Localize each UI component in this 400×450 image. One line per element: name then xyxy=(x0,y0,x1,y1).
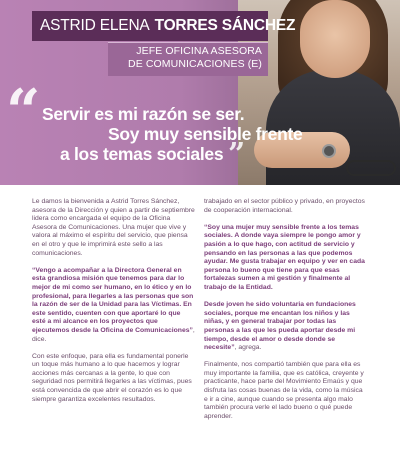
header-banner xyxy=(0,0,400,185)
quote-paragraph-1 xyxy=(32,267,195,344)
watch-icon xyxy=(322,144,336,158)
portrait-face xyxy=(300,0,370,78)
quote-paragraph-2: “Soy una mujer muy sensible frente a los temas sociales. A donde vaya siempre le pongo amor y pasión a lo que hago, con actitud de servicio y pensando en las personas a las que podemos ayudar. Me gusta trabajar en equipo y ver en cada persona lo bueno que tiene para que esas fortalezas sumen a mi gestión y finalmente al trabajo de la Entidad. xyxy=(204,223,365,291)
name-banner xyxy=(32,11,296,41)
quote-paragraph-1-text: “Vengo a acompañar a la Directora General en esta grandiosa misión que tenemos para dar lo mejor de mi como ser humano, en lo ético y en lo profesional, para llegarles a las personas que son la razón de ser de la Unidad para las Víctimas. En este sentido, cuenten con que aportaré lo que esté a mi alcance en los proyectos que ejecutemos desde la Oficina de Comunicaciones” xyxy=(32,266,194,334)
intro-paragraph: Le damos la bienvenida a Astrid Torres Sánchez, asesora de la Dirección y quien a partir de septiembre lidera como encargada el equipo de la Oficina Asesora de Comunicaciones. Una mujer que vive y valora al máximo el espíritu del servicio, que piensa en el otro y que le imprimirá este sello a las comunicaciones. xyxy=(32,198,195,257)
job-title-line2: DE COMUNICACIONES (E) xyxy=(128,58,262,70)
closing-paragraph: Finalmente, nos compartió también que para ella es muy importante la familia, que es católica, creyente y practicante, hace parte del Movimiento Emaús y que disfruta las cosas buenas de la vida, como la música e ir a cine, aunque cuando se presenta algo malo también procura verle el lado bueno o qué puede aprender. xyxy=(204,361,364,420)
glasses-icon xyxy=(346,160,396,176)
job-title-line1: JEFE OFICINA ASESORA xyxy=(136,45,262,57)
article-right-column xyxy=(204,198,367,430)
article-left-column xyxy=(32,198,195,413)
close-quote-icon: ” xyxy=(228,137,246,172)
name-first: ASTRID ELENA xyxy=(40,17,150,34)
approach-paragraph: Con este enfoque, para ella es fundamental ponerle un toque más humano a lo que hacemos y lograr acciones más cercanas a la gente, lo que con seguridad nos permitirá llegarles a las víctimas, pues está convencida de que abrir el corazón es lo que siempre garantiza excelentes resultados. xyxy=(32,352,192,403)
pull-quote-line3: a los temas sociales xyxy=(60,144,224,164)
quote-paragraph-1-tail: , dice. xyxy=(32,326,195,343)
pull-quote-line2: Soy muy sensible frente xyxy=(108,124,303,144)
quote-paragraph-3 xyxy=(204,301,367,353)
experience-paragraph: trabajado en el sector público y privado, en proyectos de cooperación internacional. xyxy=(204,198,365,214)
open-quote-icon: “ xyxy=(6,77,41,147)
quote-paragraph-3-tail: , agrega. xyxy=(234,344,262,352)
name-last: TORRES SÁNCHEZ xyxy=(154,17,296,34)
quote-paragraph-3-text: Desde joven he sido voluntaria en fundaciones sociales, porque me encantan los niños y las niñas, y en general trabajar por todas las personas a las que les pueda aportar desde mi tiempo, desde el amor o desde donde se necesite” xyxy=(204,301,356,352)
pull-quote-line1: Servir es mi razón se ser. xyxy=(42,104,245,124)
